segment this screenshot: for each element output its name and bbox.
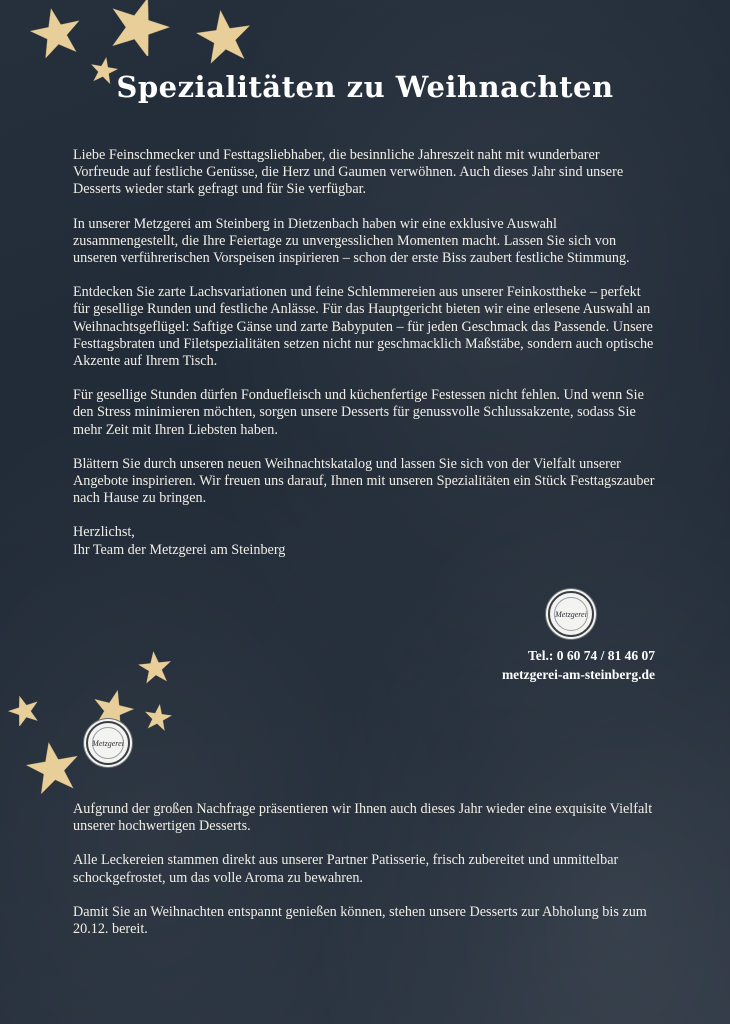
intro-paragraph: Für gesellige Stunden dürfen Fonduefleisch und küchenfertige Festessen nicht fehlen. Und wenn Sie den Stress minimieren möchten, sorgen unsere Desserts für genussvolle Schlussakzente, sodass Sie mehr Zeit mit Ihren Liebsten haben. bbox=[73, 387, 644, 438]
page-title: Spezialitäten zu Weihnachten bbox=[116, 70, 614, 104]
star-icon bbox=[8, 694, 40, 726]
dessert-paragraph: Damit Sie an Weihnachten entspannt genießen können, stehen unsere Desserts zur Abholung bis zum 20.12. bereit. bbox=[73, 903, 647, 938]
star-icon bbox=[196, 8, 252, 64]
contact-block bbox=[430, 646, 655, 684]
dessert-info-text bbox=[73, 801, 663, 955]
phone-number: Tel.: 0 60 74 / 81 46 07 bbox=[527, 648, 655, 663]
star-icon bbox=[108, 0, 170, 56]
intro-paragraph: Liebe Feinschmecker und Festtagsliebhaber, die besinnliche Jahreszeit naht mit wunderbarer Vorfreude auf festliche Genüsse, die Herz und Gaumen verwöhnen. Auch dieses Jahr sind unsere Desserts wieder stark gefragt und für Sie verfügbar. bbox=[73, 147, 624, 198]
closing-signature: Ihr Team der Metzgerei am Steinberg bbox=[73, 541, 286, 558]
closing-greeting: Herzlichst, bbox=[73, 524, 135, 541]
intro-paragraph: In unserer Metzgerei am Steinberg in Dietzenbach haben wir eine exklusive Auswahl zusammengestellt, die Ihre Feiertage zu unvergesslichen Momenten macht. Lassen Sie sich von unseren verführerischen Vorspeisen inspirieren – schon der erste Biss zaubert festliche Stimmung. bbox=[73, 215, 630, 267]
company-logo bbox=[86, 721, 130, 765]
intro-paragraph: Blättern Sie durch unseren neuen Weihnachtskatalog und lassen Sie sich von der Vielfalt unserer Angebote inspirieren. Wir freuen uns darauf, Ihnen mit unseren Spezialitäten ein Stück Festtagszauber nach Hause zu bringen. bbox=[73, 455, 655, 507]
star-icon bbox=[138, 650, 172, 684]
dessert-paragraph: Alle Leckereien stammen direkt aus unserer Partner Patisserie, frisch zubereitet und unmittelbar schockgefrostet, um das volle Aroma zu bewahren. bbox=[73, 852, 619, 886]
website-link[interactable]: metzgerei-am-steinberg.de bbox=[501, 667, 655, 682]
intro-text bbox=[73, 147, 658, 559]
star-icon bbox=[144, 703, 172, 731]
company-logo bbox=[548, 591, 594, 637]
star-icon bbox=[30, 6, 82, 58]
intro-paragraph: Entdecken Sie zarte Lachsvariationen und feine Schlemmereien aus unserer Feinkosttheke – perfekt für gesellige Runden und festliche Anlässe. Für das Hauptgericht bieten wir eine erlesene Auswahl an Weihnachtsgeflügel: Saftige Gänse und zarte Babyputen – für jeden Geschmack das Passende. Unsere Festtagsbraten und Filetspezialitäten setzen nicht nur geschmacklich Maßstäbe, sondern auch optische Akzente auf Ihrem Tisch. bbox=[73, 284, 654, 370]
star-icon bbox=[26, 740, 80, 794]
logo-text: Metzgerei bbox=[92, 727, 124, 759]
dessert-paragraph: Aufgrund der großen Nachfrage präsentieren wir Ihnen auch dieses Jahr wieder eine exquisite Vielfalt unserer hochwertigen Desserts. bbox=[73, 801, 653, 835]
logo-text: Metzgerei bbox=[554, 597, 588, 631]
